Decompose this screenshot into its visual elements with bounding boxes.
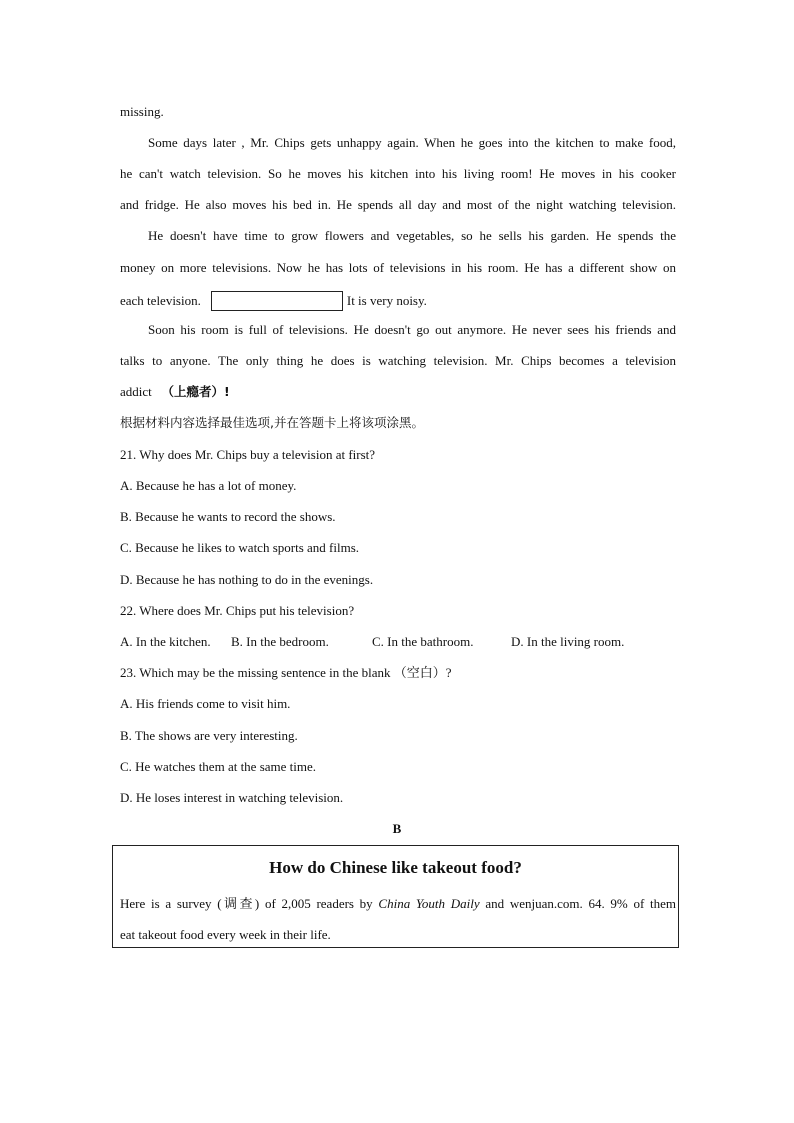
passage-line: Some days later , Mr. Chips gets unhappy again. When he goes into the kitchen to make food, [148, 135, 676, 150]
option: D. He loses interest in watching television. [120, 790, 344, 805]
option: C. He watches them at the same time. [120, 759, 317, 774]
option: B. The shows are very interesting. [120, 728, 298, 743]
option: A. His friends come to visit him. [120, 696, 291, 711]
passage-text: addict [120, 384, 152, 399]
passage-line: and fridge. He also moves his bed in. He spends all day and most of the night watching television. [120, 197, 676, 212]
article-title: How do Chinese like takeout food? [269, 858, 522, 877]
passage-text: It is very noisy. [346, 293, 427, 308]
passage-line: Soon his room is full of televisions. He doesn't go out anymore. He never sees his friends and [148, 322, 676, 337]
article-source: China Youth Daily [378, 896, 480, 911]
passage-line: talks to anyone. The only thing he does is watching television. Mr. Chips becomes a television [120, 353, 676, 368]
article-line [120, 896, 676, 912]
passage-line [120, 384, 676, 400]
option: B. In the bedroom. [231, 634, 329, 649]
option: B. Because he wants to record the shows. [120, 509, 336, 524]
option: C. In the bathroom. [372, 634, 474, 649]
article-line: eat takeout food every week in their life. [120, 927, 331, 942]
option: C. Because he likes to watch sports and films. [120, 540, 360, 555]
option: D. In the living room. [511, 634, 625, 649]
answer-blank [211, 291, 343, 311]
option: A. Because he has a lot of money. [120, 478, 297, 493]
option: D. Because he has nothing to do in the evenings. [120, 572, 374, 587]
passage-line: missing. [120, 104, 164, 119]
passage-line: He doesn't have time to grow flowers and vegetables, so he sells his garden. He spends the [148, 228, 676, 243]
article-text: Here is a survey (调查) of 2,005 readers by [120, 896, 379, 911]
article-box [112, 845, 679, 948]
passage-text: （上瘾者）! [161, 384, 230, 399]
question-stem: 23. Which may be the missing sentence in the blank （空白）? [120, 665, 452, 680]
passage-line-with-blank [120, 291, 676, 311]
question-stem: 21. Why does Mr. Chips buy a television at first? [120, 447, 376, 462]
passage-line: money on more televisions. Now he has lots of televisions in his room. He has a different show on [120, 260, 676, 275]
passage-text: each television. [120, 293, 201, 308]
question-stem: 22. Where does Mr. Chips put his television? [120, 603, 355, 618]
article-text: and wenjuan.com. 64. 9% of them [479, 896, 676, 911]
option: A. In the kitchen. [120, 634, 211, 649]
instruction: 根据材料内容选择最佳选项,并在答题卡上将该项涂黑。 [120, 415, 424, 430]
passage-line: he can't watch television. So he moves his kitchen into his living room! He moves in his cooker [120, 166, 676, 181]
section-label: B [392, 821, 402, 836]
